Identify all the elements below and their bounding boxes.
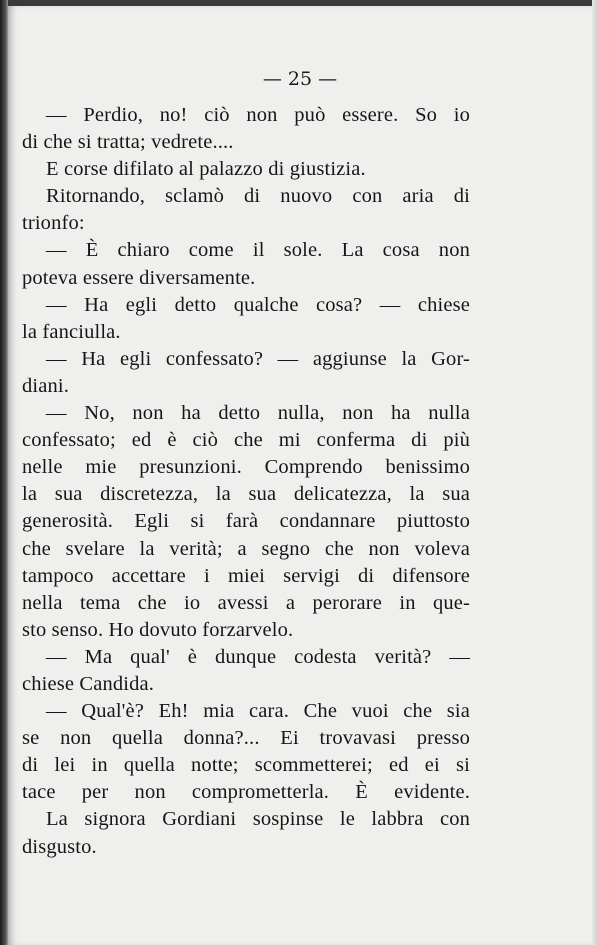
text-line: trionfo: (22, 212, 85, 235)
text-line: — No, non ha detto nulla, non ha nulla (46, 402, 470, 425)
text-line: disgusto. (22, 835, 97, 858)
text-line: — Ma qual' è dunque codesta verità? — (46, 645, 470, 668)
text-line: tace per non comprometterla. È evidente. (22, 781, 470, 804)
text-line: generosità. Egli si farà condannare piuttosto (22, 510, 470, 533)
text-line: nella tema che io avessi a perorare in que- (22, 591, 470, 614)
text-line: chiese Candida. (22, 672, 155, 695)
text-line: — È chiaro come il sole. La cosa non (46, 239, 470, 262)
text-line: poteva essere diversamente. (22, 266, 256, 289)
text-line: — Ha egli confessato? — aggiunse la Gor- (46, 347, 470, 370)
page-left-edge (0, 0, 8, 945)
page-number: — 25 — (262, 68, 338, 90)
text-line: se non quella donna?... Ei trovavasi presso (22, 727, 470, 750)
text-line: — Qual'è? Eh! mia cara. Che vuoi che sia (46, 700, 470, 723)
text-line: diani. (22, 374, 70, 397)
text-line: di che si tratta; vedrete.... (22, 131, 234, 154)
text-line: che svelare la verità; a segno che non voleva (22, 537, 470, 560)
text-line: di lei in quella notte; scommetterei; ed ei si (22, 754, 470, 777)
text-line: E corse difilato al palazzo di giustizia. (46, 158, 366, 181)
text-line: sto senso. Ho dovuto forzarvelo. (22, 618, 294, 641)
text-line: la sua discretezza, la sua delicatezza, la sua (22, 483, 470, 506)
text-line: — Perdio, no! ciò non può essere. So io (46, 104, 470, 126)
text-line: nelle mie presunzioni. Comprendo benissimo (22, 456, 470, 479)
page-right-edge (592, 0, 598, 945)
book-page (8, 6, 592, 945)
text-line: la fanciulla. (22, 320, 121, 343)
body-text (22, 102, 470, 861)
text-line: confessato; ed è ciò che mi conferma di più (22, 429, 470, 452)
text-line: — Ha egli detto qualche cosa? — chiese (46, 293, 470, 316)
text-line: Ritornando, sclamò di nuovo con aria di (46, 185, 470, 208)
text-line: La signora Gordiani sospinse le labbra con (46, 808, 470, 831)
text-line: tampoco accettare i miei servigi di difensore (22, 564, 470, 587)
